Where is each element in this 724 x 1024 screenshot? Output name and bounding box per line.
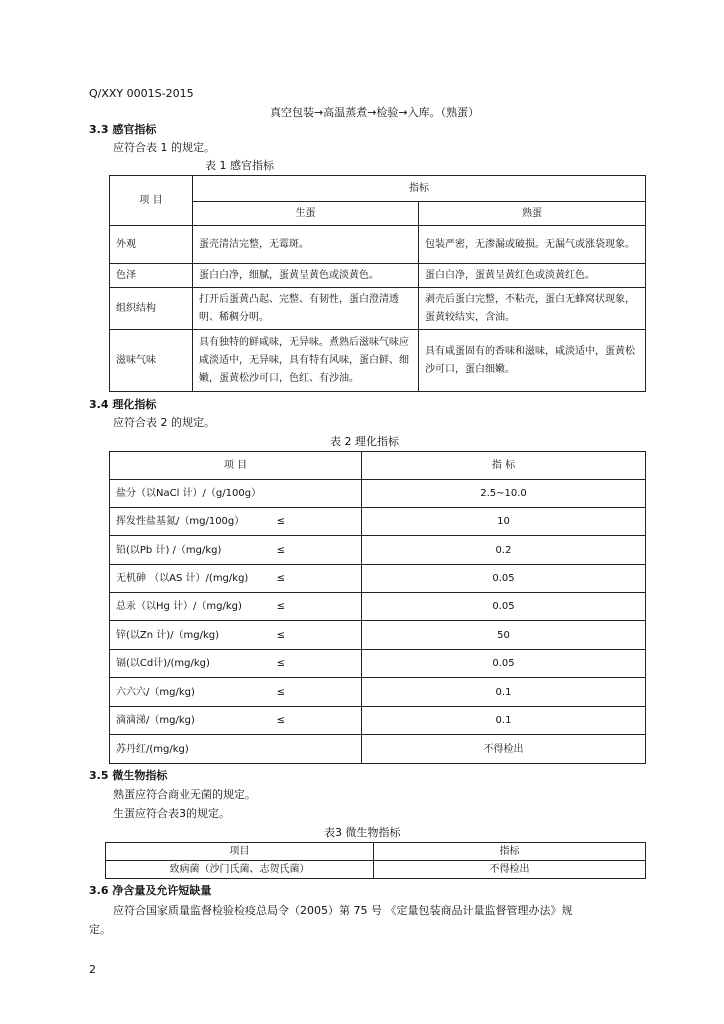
cell-item: 组织结构 [110, 288, 193, 330]
table-3-col-indicator: 指标 [374, 843, 646, 861]
cell-sign: ≤ [276, 516, 285, 527]
table-row [110, 707, 646, 735]
table-row [110, 508, 646, 536]
section-3-6-line1: 应符合国家质量监督检验检疫总局令（2005）第 75 号 《定量包装商品计量监督管理办法》规 [113, 904, 573, 917]
table-row [110, 536, 646, 565]
cell-value: 0.2 [362, 536, 646, 565]
table-1-col-raw: 生蛋 [193, 202, 419, 226]
table-row [110, 650, 646, 678]
cell-value: 不得检出 [374, 861, 646, 879]
cell-item: 无机砷 （以AS 计）/(mg/kg) [116, 573, 249, 584]
table-row [110, 735, 646, 764]
cell-sign: ≤ [276, 601, 285, 612]
table-row [110, 226, 646, 264]
cell-sign: ≤ [276, 573, 285, 584]
cell-item: 总汞（以Hg 计）/（mg/kg) [116, 601, 242, 612]
cell-item: 色泽 [110, 264, 193, 288]
cell-value: 0.05 [362, 565, 646, 593]
cell-value: 不得检出 [362, 735, 646, 764]
section-3-6-title: 3.6 净含量及允许短缺量 [89, 884, 212, 897]
table-row [106, 861, 646, 879]
cell-cooked: 剥壳后蛋白完整，不粘壳，蛋白无蜂窝状现象，蛋黄较结实，含油。 [419, 288, 646, 330]
cell-value: 10 [362, 508, 646, 536]
cell-raw: 打开后蛋黄凸起、完整、有韧性，蛋白澄清透明、稀稠分明。 [193, 288, 419, 330]
table-row [110, 621, 646, 650]
table-row [110, 264, 646, 288]
cell-value: 2.5~10.0 [362, 480, 646, 508]
cell-item: 铅(以Pb 计) /（mg/kg) [116, 544, 222, 556]
cell-item: 外观 [110, 226, 193, 264]
table-row [110, 288, 646, 330]
cell-item: 六六六/（mg/kg) [116, 686, 195, 698]
table-row [110, 480, 646, 508]
table-3-col-item: 项目 [106, 843, 374, 861]
cell-value: 0.1 [362, 678, 646, 707]
table-row [110, 565, 646, 593]
table-row [110, 678, 646, 707]
section-3-4-line: 应符合表 2 的规定。 [113, 416, 215, 429]
cell-cooked: 包装严密，无渗漏或破损。无漏气或涨袋现象。 [419, 226, 646, 264]
cell-value: 0.05 [362, 593, 646, 621]
table-2 [109, 451, 646, 764]
table-3-caption: 表3 微生物指标 [324, 826, 401, 839]
cell-raw: 具有独特的鲜咸味，无异味。煮熟后滋味气味应咸淡适中，无异味，具有特有风味，蛋白鲜、细嫩，蛋黄松沙可口，色红、有沙油。 [193, 330, 419, 392]
cell-value: 0.05 [362, 650, 646, 678]
table-1-col-cooked: 熟蛋 [419, 202, 646, 226]
table-2-col-item: 项 目 [110, 452, 362, 480]
cell-sign: ≤ [276, 686, 285, 698]
cell-sign: ≤ [276, 629, 285, 641]
table-3 [105, 842, 646, 879]
section-3-3-line: 应符合表 1 的规定。 [113, 141, 215, 154]
section-3-5-line2: 生蛋应符合表3的规定。 [113, 807, 230, 820]
cell-raw: 蛋壳清洁完整，无霉斑。 [193, 226, 419, 264]
table-row [110, 330, 646, 392]
cell-item: 盐分（以NaCl 计）/（g/100g） [116, 488, 262, 499]
table-1-caption: 表 1 感官指标 [205, 159, 274, 172]
section-3-6-line2: 定。 [89, 923, 111, 936]
section-3-5-line1: 熟蛋应符合商业无菌的规定。 [113, 788, 256, 801]
cell-value: 0.1 [362, 707, 646, 735]
cell-value: 50 [362, 621, 646, 650]
cell-item: 挥发性盐基氮/（mg/100g） [116, 516, 245, 527]
section-3-5-title: 3.5 微生物指标 [89, 769, 168, 782]
cell-sign: ≤ [276, 715, 285, 726]
section-3-3-title: 3.3 感官指标 [89, 123, 157, 136]
cell-item: 滴滴涕/（mg/kg) [116, 715, 195, 726]
cell-raw: 蛋白白净，细腻，蛋黄呈黄色或淡黄色。 [193, 264, 419, 288]
table-1-col-item: 项 目 [110, 176, 193, 226]
cell-cooked: 蛋白白净，蛋黄呈黄红色或淡黄红色。 [419, 264, 646, 288]
table-2-col-indicator: 指 标 [362, 452, 646, 480]
table-1 [109, 175, 646, 392]
cell-item: 致病菌（沙门氏菌、志贺氏菌） [106, 861, 374, 879]
cell-item: 锌(以Zn 计)/（mg/kg) [116, 629, 220, 641]
table-1-col-indicator: 指标 [193, 176, 646, 202]
page-number: 2 [89, 963, 96, 976]
cell-sign: ≤ [276, 658, 285, 669]
process-line: 真空包装→高温蒸煮→检验→入库。（熟蛋） [270, 106, 480, 119]
cell-sign: ≤ [276, 544, 285, 556]
cell-cooked: 具有咸蛋固有的香味和滋味，咸淡适中，蛋黄松沙可口，蛋白细嫩。 [419, 330, 646, 392]
cell-item: 滋味气味 [110, 330, 193, 392]
section-3-4-title: 3.4 理化指标 [89, 398, 157, 411]
cell-item: 镉(以Cd计)/(mg/kg) [116, 658, 210, 669]
cell-item: 苏丹红/(mg/kg) [116, 743, 189, 755]
table-row [110, 593, 646, 621]
table-2-caption: 表 2 理化指标 [330, 435, 399, 448]
document-code: Q/XXY 0001S-2015 [89, 87, 194, 100]
